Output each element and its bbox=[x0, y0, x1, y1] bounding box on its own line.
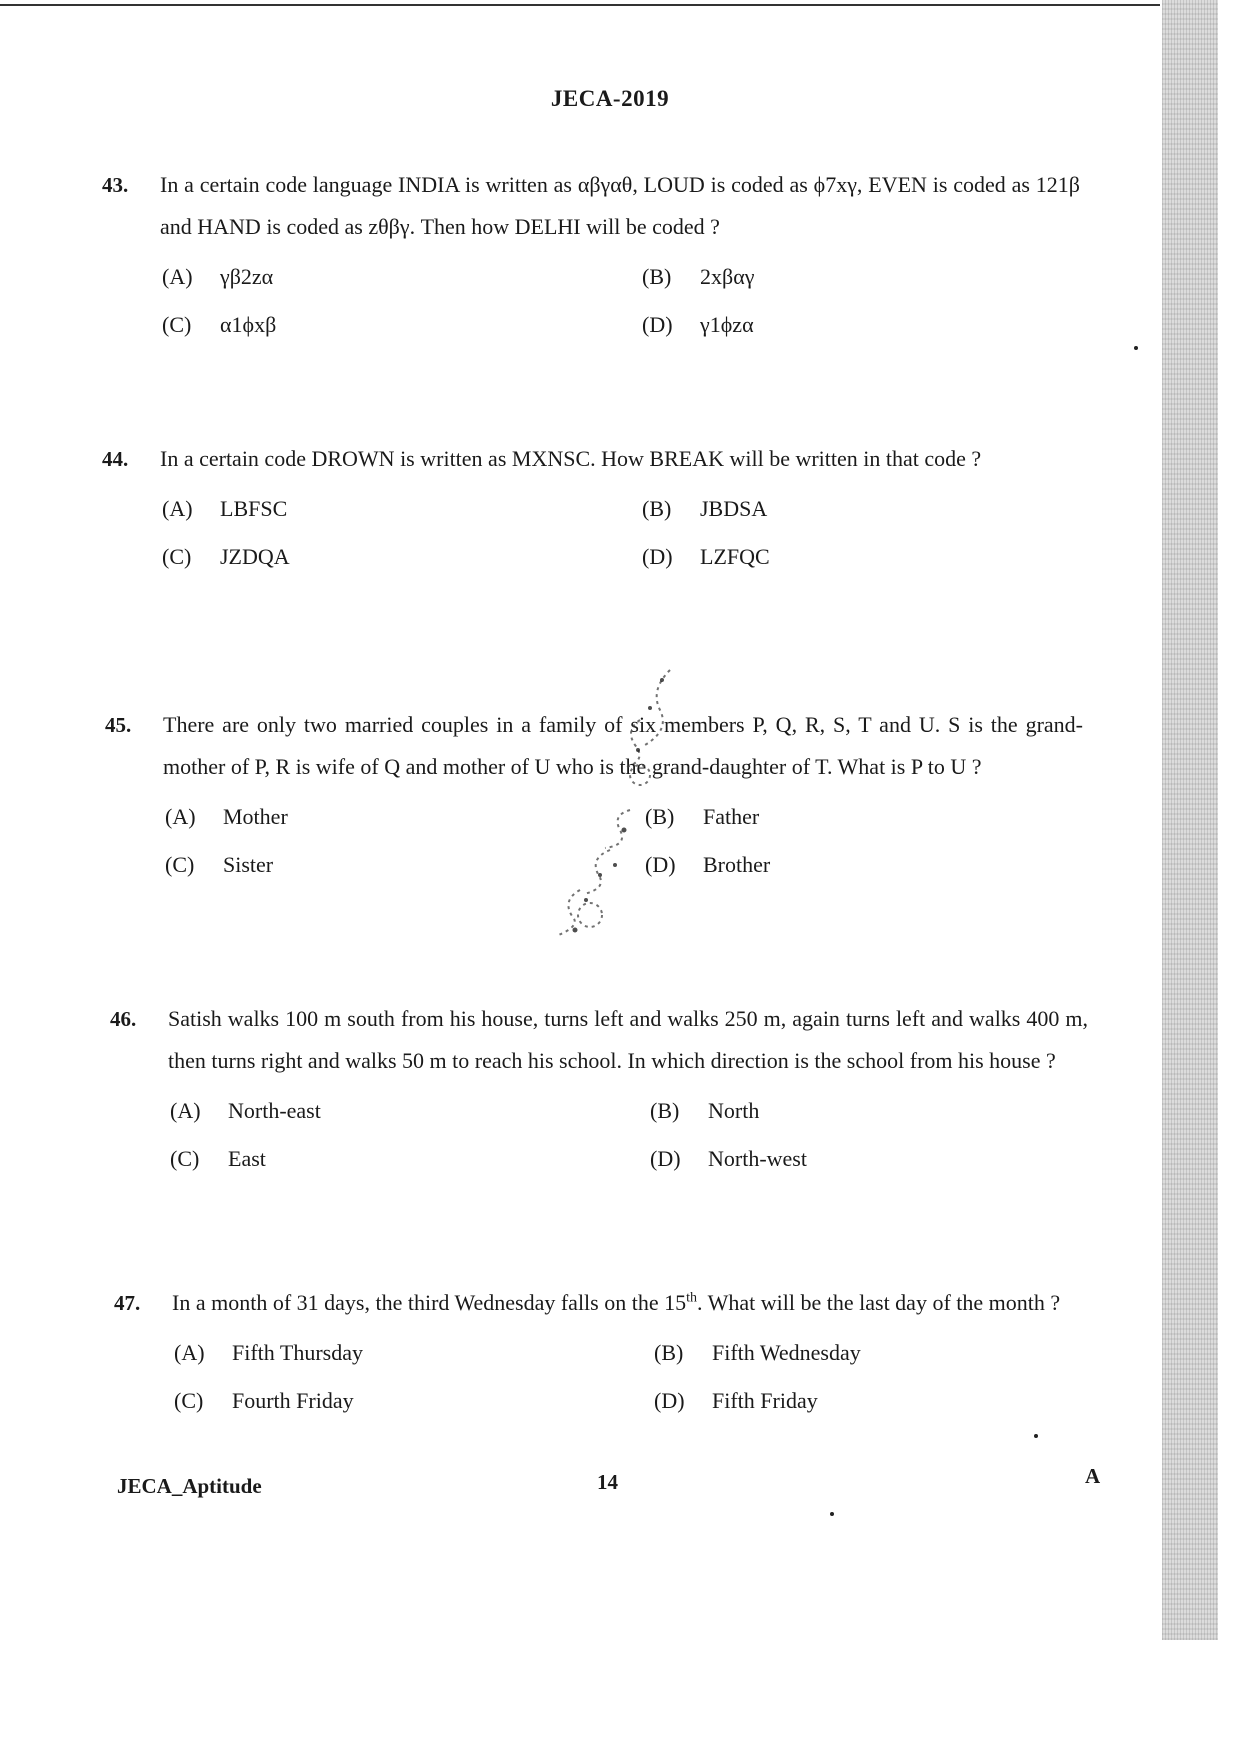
question-text: In a certain code language INDIA is written as αβγαθ, LOUD is coded as ϕ7xγ, EVEN is coded as 121β and HAND is coded as zθβγ. Then how DELHI will be coded ? bbox=[160, 172, 1080, 239]
footer-set-code: A bbox=[1085, 1464, 1101, 1488]
option-b bbox=[650, 1094, 1070, 1128]
option-letter: (C) bbox=[162, 312, 192, 337]
option-letter: (C) bbox=[174, 1388, 204, 1413]
option-d bbox=[642, 308, 1062, 342]
option-c bbox=[162, 540, 642, 574]
option-letter: (A) bbox=[174, 1340, 205, 1365]
option-a bbox=[162, 260, 642, 294]
option-text: LBFSC bbox=[220, 496, 288, 521]
option-d bbox=[642, 540, 1062, 574]
office-copy-stamp-icon bbox=[520, 660, 690, 960]
option-text: Father bbox=[703, 804, 760, 829]
option-text: γβ2zα bbox=[220, 264, 274, 289]
question-text: Satish walks 100 m south from his house, turns left and walks 250 m, again turns left and walks 400 m, then turns right and walks 50 m to reach his school. In which direction is the school from his house ? bbox=[168, 1006, 1088, 1073]
option-text: North-west bbox=[708, 1146, 807, 1171]
option-b bbox=[654, 1336, 1074, 1370]
option-text: Brother bbox=[703, 852, 771, 877]
scan-speck bbox=[1134, 346, 1138, 350]
footer-subject: JECA_Aptitude bbox=[117, 1474, 262, 1498]
option-text: JZDQA bbox=[220, 544, 290, 569]
question-number: 45. bbox=[105, 713, 132, 737]
question-number: 46. bbox=[110, 1007, 137, 1031]
question-text-part: . What will be the last day of the month ? bbox=[697, 1290, 1061, 1315]
option-letter: (D) bbox=[642, 544, 673, 569]
option-letter: (D) bbox=[642, 312, 673, 337]
option-d bbox=[650, 1142, 1070, 1176]
question-number: 43. bbox=[102, 173, 129, 197]
question-43 bbox=[102, 164, 1080, 342]
question-44 bbox=[102, 438, 1062, 574]
page-header-title: JECA-2019 bbox=[550, 86, 670, 111]
option-letter: (B) bbox=[645, 804, 675, 829]
option-a bbox=[170, 1094, 650, 1128]
question-47 bbox=[114, 1282, 1074, 1418]
question-text: There are only two married couples in a family of six members P, Q, R, S, T and U. S is the grand-mother of P, R is wife of Q and mother of U who is the grand-daughter of T. What is P to U ? bbox=[163, 712, 1083, 779]
option-letter: (D) bbox=[654, 1388, 685, 1413]
option-c bbox=[174, 1384, 654, 1418]
scan-speck bbox=[1034, 1434, 1038, 1438]
option-text: α1ϕxβ bbox=[220, 312, 277, 337]
option-letter: (A) bbox=[162, 496, 193, 521]
option-b bbox=[645, 800, 1065, 834]
option-letter: (B) bbox=[642, 496, 672, 521]
ordinal-superscript: th bbox=[686, 1290, 698, 1306]
question-number: 47. bbox=[114, 1291, 141, 1315]
option-b bbox=[642, 492, 1062, 526]
option-letter: (A) bbox=[165, 804, 196, 829]
question-text bbox=[172, 1282, 1092, 1324]
option-text: Fifth Friday bbox=[712, 1388, 818, 1413]
option-text: Fourth Friday bbox=[232, 1388, 354, 1413]
option-letter: (B) bbox=[650, 1098, 680, 1123]
option-b bbox=[642, 260, 1062, 294]
question-text-part: In a month of 31 days, the third Wednesday falls on the 15 bbox=[172, 1290, 687, 1315]
options-grid bbox=[162, 260, 1062, 342]
option-text: 2xβαγ bbox=[700, 264, 755, 289]
option-letter: (D) bbox=[650, 1146, 681, 1171]
option-text: JBDSA bbox=[700, 496, 768, 521]
footer-page-number: 14 bbox=[597, 1470, 618, 1494]
option-d bbox=[654, 1384, 1074, 1418]
option-text: East bbox=[228, 1146, 266, 1171]
options-grid bbox=[174, 1336, 1074, 1418]
option-letter: (B) bbox=[654, 1340, 684, 1365]
option-text: Fifth Thursday bbox=[232, 1340, 363, 1365]
scan-edge-artifact bbox=[1162, 0, 1218, 1640]
question-number: 44. bbox=[102, 447, 129, 471]
option-letter: (D) bbox=[645, 852, 676, 877]
options-grid bbox=[170, 1094, 1070, 1176]
option-text: Sister bbox=[223, 852, 274, 877]
option-c bbox=[170, 1142, 650, 1176]
option-text: Fifth Wednesday bbox=[712, 1340, 861, 1365]
option-text: γ1ϕzα bbox=[700, 312, 754, 337]
option-letter: (B) bbox=[642, 264, 672, 289]
option-text: LZFQC bbox=[700, 544, 770, 569]
option-text: North-east bbox=[228, 1098, 321, 1123]
question-text: In a certain code DROWN is written as MXNSC. How BREAK will be written in that code ? bbox=[160, 446, 982, 471]
option-d bbox=[645, 848, 1065, 882]
option-text: Mother bbox=[223, 804, 288, 829]
scan-speck bbox=[830, 1512, 834, 1516]
option-letter: (A) bbox=[170, 1098, 201, 1123]
option-letter: (A) bbox=[162, 264, 193, 289]
top-rule bbox=[0, 4, 1160, 6]
option-a bbox=[162, 492, 642, 526]
option-letter: (C) bbox=[170, 1146, 200, 1171]
option-a bbox=[174, 1336, 654, 1370]
options-grid bbox=[162, 492, 1062, 574]
option-c bbox=[162, 308, 642, 342]
option-letter: (C) bbox=[165, 852, 195, 877]
option-letter: (C) bbox=[162, 544, 192, 569]
question-46 bbox=[110, 998, 1088, 1176]
option-text: North bbox=[708, 1098, 760, 1123]
